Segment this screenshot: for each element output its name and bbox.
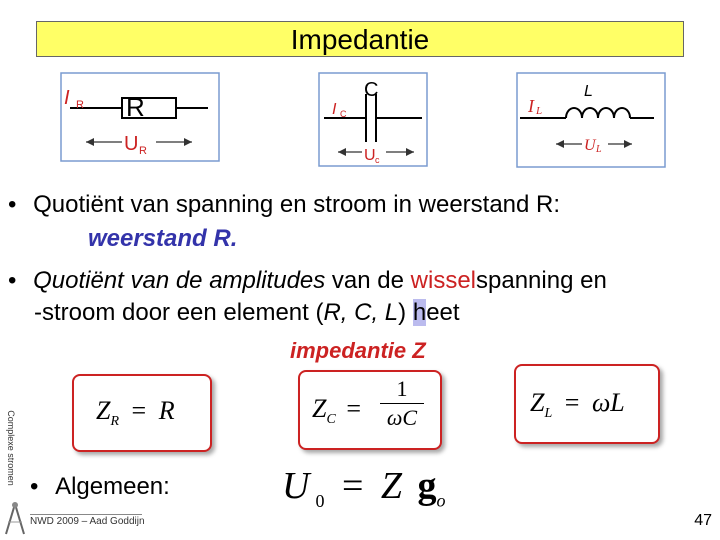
bullet-2-emph: impedantie Z	[290, 338, 426, 363]
capacitor-voltage-sub: c	[375, 155, 380, 165]
zc-den: ωC	[386, 405, 418, 430]
side-label: Complexe stromen	[6, 410, 16, 486]
zl-lhs: Z	[530, 388, 545, 417]
bullet-2-part3: wissel	[410, 267, 477, 294]
inductor-voltage-sub: L	[596, 144, 602, 155]
footer-text: NWD 2009 – Aad Goddijn	[30, 516, 145, 527]
bullet-1	[8, 190, 560, 220]
zc-lhs: Z	[312, 394, 327, 423]
inductor-current-label: I	[528, 96, 534, 116]
bullet-2-part4: spanning en	[476, 267, 607, 294]
zl-sub: L	[544, 406, 553, 422]
zl-eq: =	[564, 388, 580, 417]
zr-sub: R	[110, 414, 120, 430]
general-rhs: g	[417, 465, 437, 507]
bullet-dot: •	[8, 191, 17, 218]
capacitor-label: C	[364, 79, 379, 101]
general-lhs: U	[282, 465, 310, 507]
formula-zl	[514, 364, 660, 444]
zc-fraction	[380, 376, 424, 431]
zl-rhs: ωL	[591, 388, 625, 417]
compass-logo-icon	[2, 500, 28, 538]
footer-rule	[30, 514, 142, 515]
general-z: Z	[380, 465, 403, 507]
formula-zr	[72, 374, 212, 452]
resistor-voltage-sub: R	[139, 145, 147, 157]
inductor-current-sub: L	[536, 105, 543, 117]
inductor-voltage-label: U	[584, 137, 596, 154]
bullet-1-text: Quotiënt van spanning en stroom in weerstand R:	[33, 191, 561, 218]
bullet-2-line2e: eet	[426, 299, 460, 326]
formula-general	[282, 464, 446, 512]
zc-eq: =	[346, 394, 361, 423]
bullet-1-emph: weerstand R.	[88, 225, 238, 252]
capacitor-current-label: I	[332, 101, 337, 118]
bullet-3-text: Algemeen:	[55, 473, 170, 500]
bullet-2-line2a: -stroom door een element (	[34, 299, 324, 326]
bullet-3	[30, 472, 170, 502]
resistor-label: R	[126, 92, 145, 122]
bullet-2-line2c: )	[398, 299, 413, 326]
zc-frac-line	[380, 403, 424, 404]
bullet-2-line2b: R, C, L	[323, 299, 399, 326]
capacitor-voltage-label: U	[364, 147, 376, 164]
zr-eq: =	[131, 396, 147, 425]
page-number: 47	[694, 512, 712, 529]
bullet-2-line2d: h	[412, 299, 427, 326]
bullet-2-line2	[34, 298, 460, 328]
formula-zc	[298, 370, 442, 450]
slide-title: Impedantie	[36, 21, 684, 57]
bullet-2	[8, 266, 607, 296]
inductor-diagram	[516, 72, 666, 168]
zc-sub: C	[326, 412, 336, 428]
inductor-label: L	[584, 83, 593, 100]
capacitor-diagram	[318, 72, 428, 167]
zr-rhs: R	[158, 396, 175, 425]
bullet-dot: •	[30, 473, 39, 500]
bullet-2-part2: van de	[325, 267, 411, 294]
general-lhs-sub: 0	[315, 490, 325, 511]
bullet-dot: •	[8, 267, 17, 294]
resistor-voltage-label: U	[124, 133, 139, 155]
capacitor-current-sub: C	[340, 109, 347, 119]
zr-lhs: Z	[96, 396, 111, 425]
resistor-diagram	[60, 72, 220, 162]
resistor-current-sub: R	[76, 99, 84, 111]
bullet-2-part1: Quotiënt van de amplitudes	[33, 267, 326, 294]
zc-num: 1	[396, 376, 408, 401]
general-rhs-sub: o	[436, 490, 446, 511]
resistor-current-label: I	[64, 87, 70, 109]
general-eq: =	[341, 465, 364, 507]
